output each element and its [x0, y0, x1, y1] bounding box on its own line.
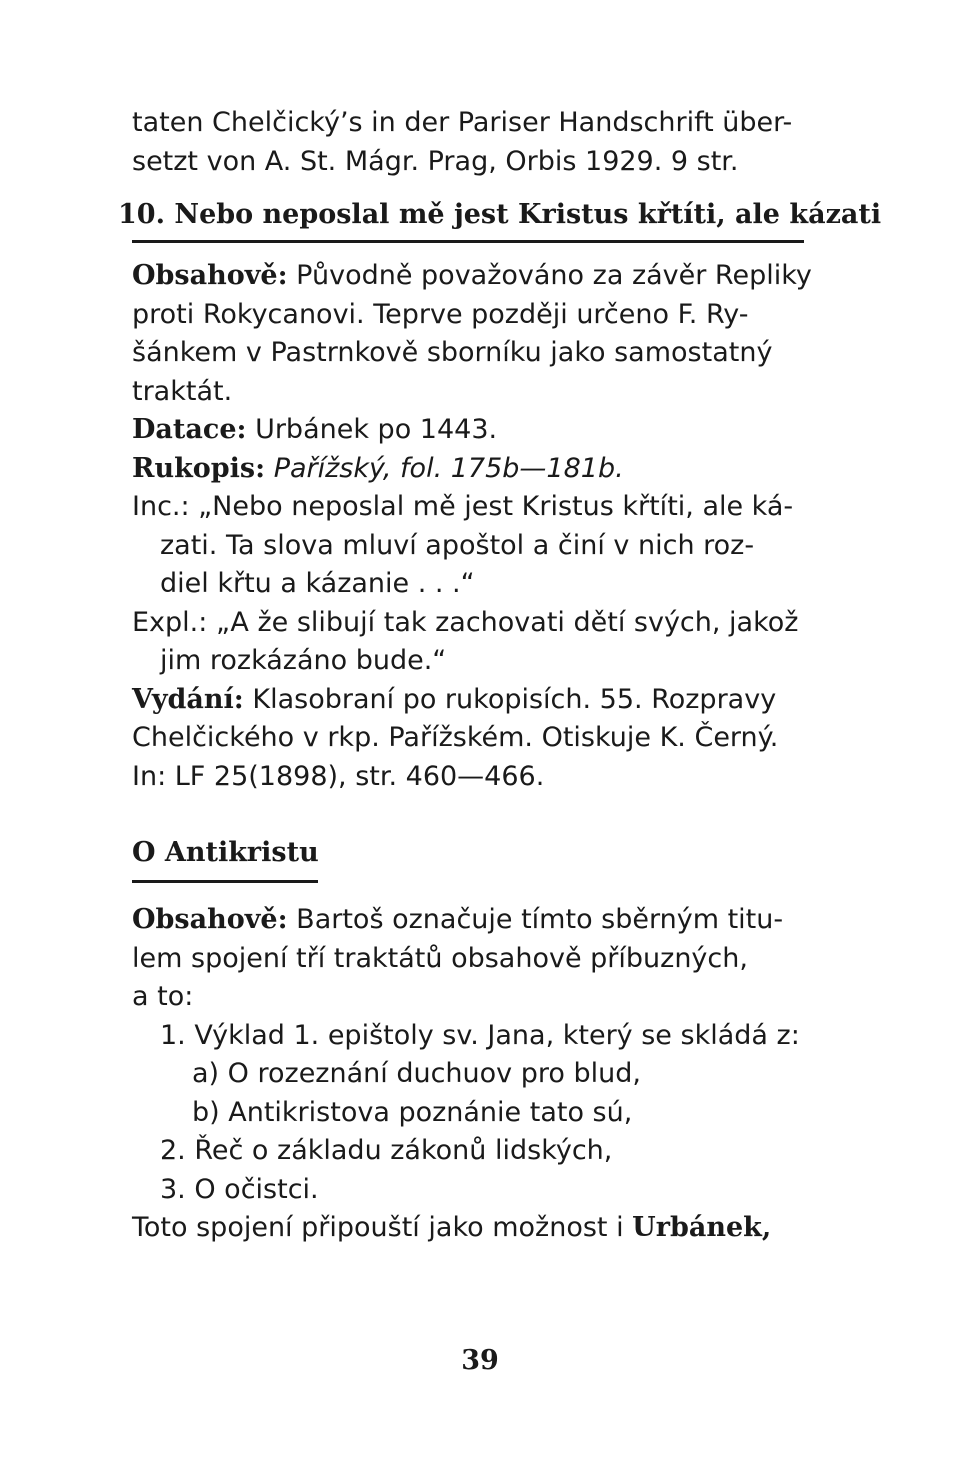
- rukopis-text: Pařížský, fol. 175b—181b.: [273, 452, 624, 484]
- obsah-text-1: Původně považováno za závěr Repliky: [296, 260, 812, 291]
- last-line-text: Toto spojení připouští jako možnost i: [132, 1212, 624, 1243]
- page-body: [118, 104, 882, 1248]
- datace-label: Datace:: [132, 414, 247, 445]
- list-item-2: 2. Řeč o základu zákonů lidských,: [160, 1135, 613, 1166]
- obsah-line-1: [132, 257, 860, 296]
- list-item-1a: a) O rozeznání duchuov pro blud,: [192, 1058, 641, 1089]
- obsah-line-4: traktát.: [132, 375, 233, 407]
- vydani-line-3: In: LF 25(1898), str. 460—466.: [132, 760, 545, 792]
- antikrist-obsah-label: Obsahově:: [132, 904, 288, 935]
- antikrist-obsah-line-2: lem spojení tří traktátů obsahově příbuzných,: [132, 942, 748, 974]
- vydani-label: Vydání:: [132, 683, 244, 715]
- expl-line-1: Expl.: „A že slibují tak zachovati dětí svých, jakož: [132, 606, 799, 638]
- vydani-line-1: [132, 681, 860, 720]
- section-10-heading: [118, 196, 882, 234]
- antikrist-obsah-line-3: a to:: [132, 981, 194, 1012]
- expl-line-2: jim rozkázáno bude.“: [160, 645, 447, 676]
- vydani-text-1: Klasobraní po rukopisích. 55. Rozpravy: [252, 683, 777, 715]
- intro-line-1: taten Chelčický’s in der Pariser Handschrift über-: [132, 107, 793, 138]
- section-title: Nebo neposlal mě jest Kristus křtíti, ale kázati: [174, 199, 882, 230]
- obsah-label: Obsahově:: [132, 260, 288, 291]
- list-item-3: 3. O očistci.: [160, 1173, 319, 1205]
- antikrist-obsah-line-1: [132, 901, 860, 940]
- obsah-line-2: proti Rokycanovi. Teprve později určeno F. Ry-: [132, 298, 749, 330]
- intro-line-2: setzt von A. St. Mágr. Prag, Orbis 1929. 9 str.: [132, 145, 739, 177]
- page-number: 39: [461, 1345, 499, 1376]
- datace-text: Urbánek po 1443.: [255, 414, 498, 445]
- rukopis-line: [132, 450, 860, 489]
- antikrist-heading: O Antikristu: [132, 837, 319, 868]
- section-number: 10.: [118, 199, 165, 230]
- inc-line-2: zati. Ta slova mluví apoštol a činí v nich roz-: [160, 529, 755, 561]
- inc-line-3: diel křtu a kázanie . . .“: [160, 568, 475, 599]
- antikrist-last-line: [132, 1209, 860, 1248]
- last-line-bold: Urbánek,: [632, 1212, 772, 1243]
- inc-line-1: Inc.: „Nebo neposlal mě jest Kristus křtíti, ale ká-: [132, 491, 794, 522]
- list-item-1b: b) Antikristova poznánie tato sú,: [192, 1096, 633, 1128]
- rukopis-label: Rukopis:: [132, 452, 266, 484]
- list-item-1: 1. Výklad 1. epištoly sv. Jana, který se skládá z:: [160, 1019, 800, 1051]
- antikrist-obsah-text-1: Bartoš označuje tímto sběrným titu-: [296, 904, 784, 935]
- vydani-line-2: Chelčického v rkp. Pařížském. Otiskuje K. Černý.: [132, 722, 779, 753]
- datace-line: [132, 411, 860, 450]
- obsah-line-3: šánkem v Pastrnkově sborníku jako samostatný: [132, 337, 773, 368]
